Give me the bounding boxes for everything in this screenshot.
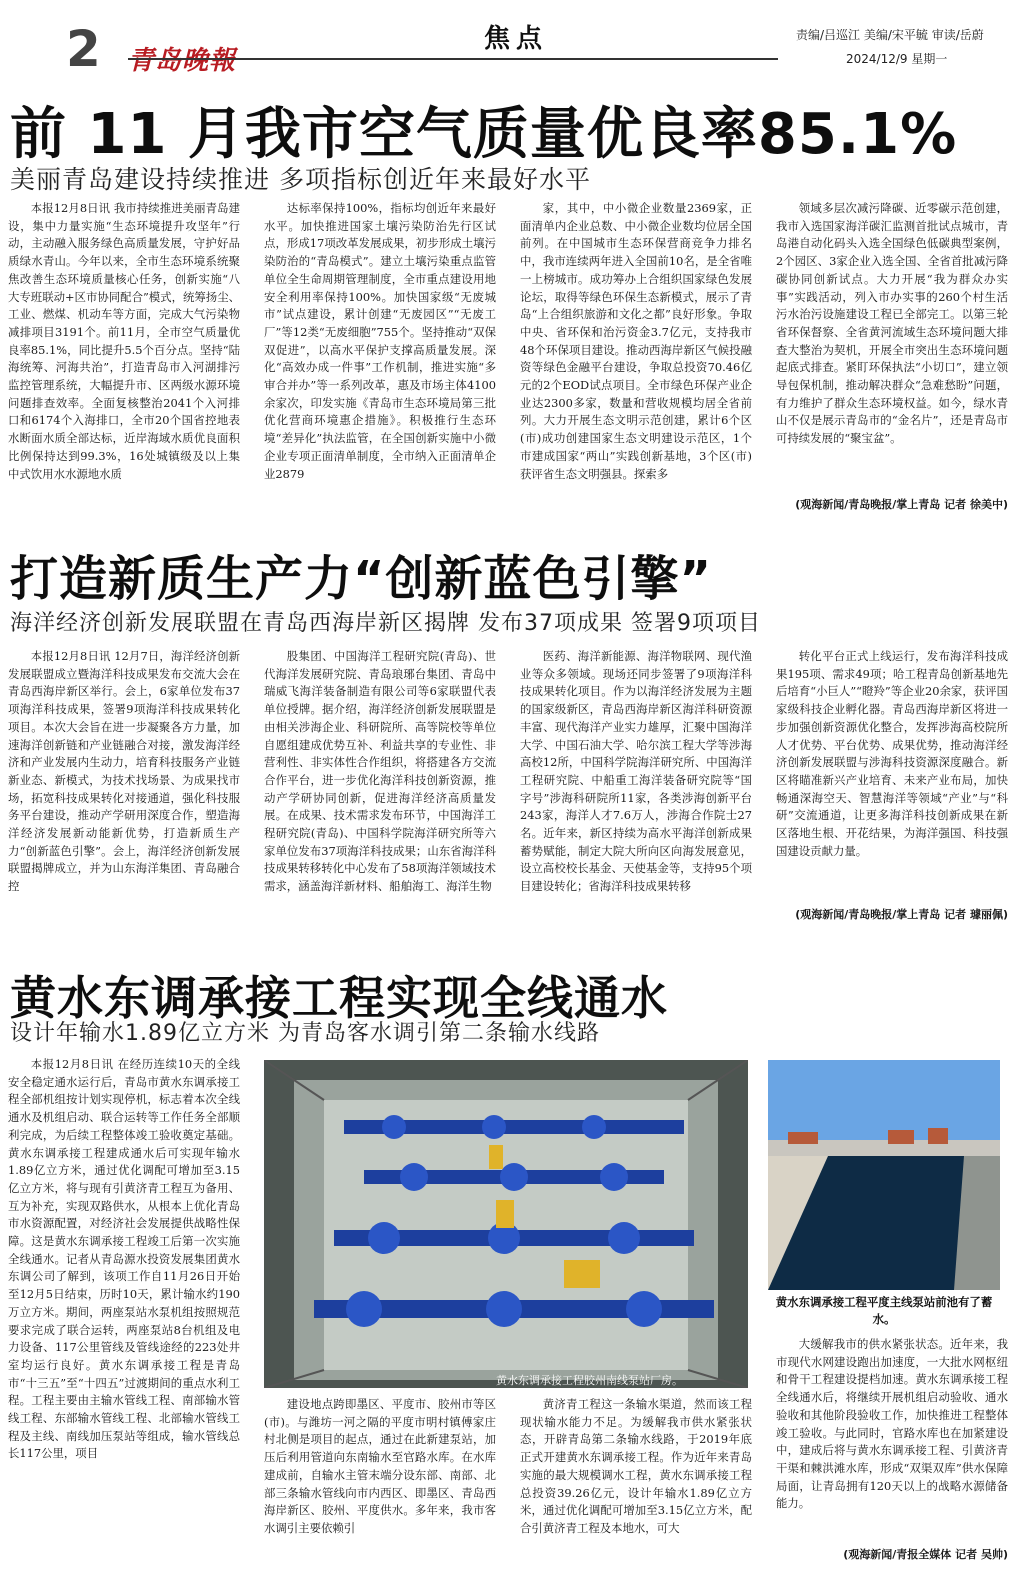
reservoir-photo <box>768 1060 1000 1290</box>
article3-headline: 黄水东调承接工程实现全线通水 <box>10 971 668 1025</box>
article3-column-4 <box>776 1336 1008 1546</box>
paper-logo: 青岛晚報 <box>128 46 237 76</box>
article3-column-2 <box>264 1396 496 1568</box>
pump-station-photo <box>264 1060 748 1388</box>
article1-column-1 <box>8 200 240 530</box>
article2-text-1: 本报12月8日讯 12月7日，海洋经济创新发展联盟成立暨海洋科技成果发布交流大会在青岛西海岸新区举行。会上，6家单位发布37项海洋科技成果，签署9项海洋科技成果转化项目。本次大会旨在进一步凝聚各方力量，加速海洋创新链和产业链融合对接，激发海洋经济和产业发展内生动力，培育科技服务产业链新业态、新模式，为技术找场景、为成果找市场，拓宽科技成果转化对接通道，强化科技服务平台建设，推动产学研用深度合作，塑造海洋经济发展新动能新优势，打造新质生产力“创新蓝色引擎”。会上，海洋经济创新发展联盟揭牌成立，并为山东海洋集团、青岛融合控 <box>8 649 240 894</box>
editor-credits: 责编/吕巡江 美编/宋平毓 审读/岳蔚 <box>796 28 984 42</box>
article2-credit: (观海新闻/青岛晚报/掌上青岛 记者 璩丽佩) <box>795 908 1008 921</box>
page-number: 2 <box>66 20 101 78</box>
article3-subhead: 设计年输水1.89亿立方米 为青岛客水调引第二条输水线路 <box>10 1021 600 1046</box>
article3-text-4: 大缓解我市的供水紧张状态。近年来，我市现代水网建设跑出加速度，一大批水网枢纽和骨干工程建设提档加速。黄水东调承接工程全线通水后，将继续开展机组启动验收、通水验收和其他阶段验收工作，加快推进工程整体竣工验收。与此同时，官路水库也在加紧建设中，建成后将与黄水东调承接工程、引黄济青干渠和棘洪滩水库，形成“双渠双库”供水保障局面，让青岛拥有120天以上的战略水源储备能力。 <box>776 1337 1008 1511</box>
article3-text-2: 建设地点跨即墨区、平度市、胶州市等区(市)。与潍坊一河之隔的平度市明村镇傅家庄村北侧是项目的起点，通过在此新建泵站，加压后利用管道向东南输水至官路水库。在水库建成前，自输水主管末端分设东部、南部、北部三条输水管线向市内西区、即墨区、青岛西海岸新区、胶州、平度供水。多年来，我市客水调引主要依赖引 <box>264 1397 496 1535</box>
article1-subhead: 美丽青岛建设持续推进 多项指标创近年来最好水平 <box>10 165 591 194</box>
masthead <box>0 0 1024 78</box>
article1-text-4: 领域多层次减污降碳、近零碳示范创建，我市入选国家海洋碳汇监测首批试点城市，青岛港自动化码头入选全国绿色低碳典型案例，2个园区、3家企业入选全国、全省首批减污降碳协同创新试点。大力开展“我为群众办实事”实践活动，列入市办实事的260个村生活污水治污设施建设工程已全部完工。以第三轮省环保督察、全省黄河流域生态环境问题大排查大整治为契机，开展全市突出生态环境问题起底式排查。紧盯环保执法“小切口”，建立领导包保机制，推动解决群众“急难愁盼”问题，有力维护了群众生态环境权益。如今，绿水青山不仅是展示青岛市的“金名片”，还是青岛市可持续发展的“聚宝盆”。 <box>776 201 1008 446</box>
article1-text-1: 本报12月8日讯 我市持续推进美丽青岛建设，集中力量实施“生态环境提升攻坚年”行动，主动融入服务绿色高质量发展，守护好品质绿水青山。今年以来，全市生态环境系统聚焦改善生态环境质量核心任务，创新实施“八大专班联动+区市协同配合”模式，统筹扬尘、工业、燃煤、机动车等方面，完成大气污染物减排项目3191个。前11月，全市空气质量优良率85.1%，同比提升5.5个百分点。坚持“陆海统筹、河海共治”，打造青岛市入河湖排污监控管理系统，大幅提升市、区两级水源环境问题排查效率。全面复核整治2041个入河排口和6174个入海排口，全市20个国省控地表水断面水质全部达标，近岸海域水质优良面积比例保持达到99.3%，16处城镇级及以上集中式饮用水水源地水质 <box>8 201 240 481</box>
article3-column-3 <box>520 1396 752 1568</box>
article1-credit: (观海新闻/青岛晚报/掌上青岛 记者 徐美中) <box>795 498 1008 511</box>
article2-headline: 打造新质生产力“创新蓝色引擎” <box>10 551 713 607</box>
reservoir-photo-caption: 黄水东调承接工程平度主线泵站前池有了蓄水。 <box>775 1295 993 1326</box>
article3-text-3: 黄济青工程这一条输水渠道，然而该工程现状输水能力不足。为缓解我市供水紧张状态，开辟青岛第二条输水线路，于2019年底正式开建黄水东调承接工程。作为近年来青岛实施的最大规模调水工程，黄水东调承接工程总投资39.26亿元，设计年输水1.89亿立方米，通过优化调配可增加至3.15亿立方米，配合引黄济青工程及本地水，可大 <box>520 1397 752 1535</box>
article1-column-4 <box>776 200 1008 500</box>
article2-column-2 <box>264 648 496 944</box>
article2-column-1 <box>8 648 240 944</box>
article1-column-3 <box>520 200 752 530</box>
reservoir-illustration <box>768 1060 1000 1290</box>
pump-station-illustration <box>264 1060 748 1388</box>
pump-station-photo-caption: 黄水东调承接工程胶州南线泵站厂房。 <box>496 1374 683 1387</box>
article2-column-3 <box>520 648 752 944</box>
article1-headline: 前 11 月我市空气质量优良率85.1% <box>10 102 958 167</box>
article2-text-3: 医药、海洋新能源、海洋物联网、现代渔业等众多领域。现场还同步签署了9项海洋科技成果转化项目。作为以海洋经济发展为主题的国家级新区，青岛西海岸新区海洋科研资源丰富、现代海洋产业实力雄厚，汇聚中国海洋大学、中国石油大学、哈尔滨工程大学等涉海高校12所，中国科学院海洋研究所、中国海洋工程研究院、中船重工海洋装备研究院等“国字号”涉海科研院所11家，各类涉海创新平台243家，海洋人才7.6万人，涉海合作院士27名。近年来，新区持续为高水平海洋创新成果蓄势赋能，制定大院大所向区向海发展意见，设立高校校长基金、天使基金等，支持95个项目建设转化；省海洋科技成果转移 <box>520 649 752 894</box>
article3-credit: (观海新闻/青报全媒体 记者 吴帅) <box>843 1548 1008 1561</box>
article2-subhead: 海洋经济创新发展联盟在青岛西海岸新区揭牌 发布37项成果 签署9项项目 <box>10 611 761 636</box>
article1-text-3: 家，其中，中小微企业数量2369家，正面清单内企业总数、中小微企业数均位居全国前列。在中国城市生态环保营商竞争力排名中，我市连续两年进入全国前10名，是全省唯一上榜城市。成功筹办上合组织国家绿色发展论坛，取得等绿色环保生态新模式，展示了青岛“上合组织旅游和文化之都”良好形象。争取中央、省环保和治污资金3.7亿元，支持我市48个环保项目建设。推动西海岸新区气候投融资等绿色金融平台建设，争取总投资70.46亿元的2个EOD试点项目。全市绿色环保产业企业达2300多家，数量和营收规模均居全省前列。大力开展生态文明示范创建，累计6个区(市)成功创建国家生态文明建设示范区，1个市建成国家“两山”实践创新基地，3个区(市)获评省生态文明强县。探索多 <box>520 201 752 481</box>
article1-text-2: 达标率保持100%，指标均创近年来最好水平。加快推进国家土壤污染防治先行区试点，形成17项改革发展成果，初步形成土壤污染防治的“青岛模式”。建立土壤污染重点监管单位全生命周期管理制度，全市重点建设用地安全利用率保持100%。加快国家级“无废城市”试点建设，累计创建“无废园区”“无废工厂”等12类“无废细胞”755个。坚持推动“双保双促进”，以高水平保护支撑高质量发展。深化“高效办成一件事”工作机制，推进实施“多审合并办”等一系列改革，惠及市场主体4100余家次，印发实施《青岛市生态环境局第三批优化营商环境惠企措施》。积极推行生态环境“差异化”执法监管，在全国创新实施中小微企业专项正面清单制度，全市纳入正面清单企业2879 <box>264 201 496 481</box>
section-title: 焦点 <box>484 24 549 54</box>
article2-column-4 <box>776 648 1008 906</box>
article2-text-2: 股集团、中国海洋工程研究院(青岛)、世代海洋发展研究院、青岛琅琊台集团、青岛中瑞威飞海洋装备制造有限公司等6家联盟代表单位授牌。据介绍，海洋经济创新发展联盟是由相关涉海企业、科研院所、高等院校等单位自愿组建成优势互补、利益共享的专业性、非营利性、非实体性合作组织，将搭建各方交流合作平台，进一步优化海洋科技创新资源，推动产学研协同创新，促进海洋经济高质量发展。在成果、技术需求发布环节，中国海洋工程研究院(青岛)、中国科学院海洋研究所等六家单位发布37项海洋科技成果；山东省海洋科技成果转移转化中心发布了58项海洋领域技术需求，涵盖海洋新材料、船舶海工、海洋生物 <box>264 649 496 894</box>
article3-column-1 <box>8 1056 240 1568</box>
article1-column-2 <box>264 200 496 530</box>
header-rule <box>128 58 778 60</box>
article3-text-1: 本报12月8日讯 在经历连续10天的全线安全稳定通水运行后，青岛市黄水东调承接工程全部机组按计划实现停机，标志着本次全线通水及机组启动、联合运转等工作任务全部顺利完成，为后续工程整体竣工验收奠定基础。黄水东调承接工程建成通水后可实现年输水1.89亿立方米，通过优化调配可增加至3.15亿立方米，将与现有引黄济青工程互为备用、互为补充，实现双路供水，从根本上优化青岛市水资源配置，对经济社会发展提供战略性保障。这是黄水东调承接工程竣工后第一次实施全线通水。记者从青岛源水投资发展集团黄水东调公司了解到，该项工作自11月26日开始至12月5日结束，历时10天，累计输水约190万立方米。期间，两座泵站水泵机组按照规范要求完成了联合运转，两座泵站8台机组及电力设备、117公里管线及管线途经的223处井室均运行良好。黄水东调承接工程是青岛市“十三五”至“十四五”过渡期间的重点水利工程。工程主要由主输水管线工程、南部输水管线工程、东部输水管线工程、北部输水管线工程及主线、南线加压泵站等组成，输水管线总长117公里，项目 <box>8 1057 240 1461</box>
issue-date: 2024/12/9 星期一 <box>846 52 948 66</box>
article2-text-4: 转化平台正式上线运行，发布海洋科技成果195项、需求49项；哈工程青岛创新基地先后培育“小巨人”“瞪羚”等企业20余家，获评国家级科技企业孵化器。青岛西海岸新区将进一步加强创新资源优化整合，发挥涉海高校院所人才优势、平台优势、成果优势，推动海洋经济创新发展联盟与涉海科技资源深度融合。新区将瞄准新兴产业培育、未来产业布局，加快畅通深海空天、智慧海洋等领域“产业”与“科研”交流通道，让更多海洋科技创新成果在新区落地生根、开花结果，为海洋强国、科技强国建设贡献力量。 <box>776 649 1008 858</box>
